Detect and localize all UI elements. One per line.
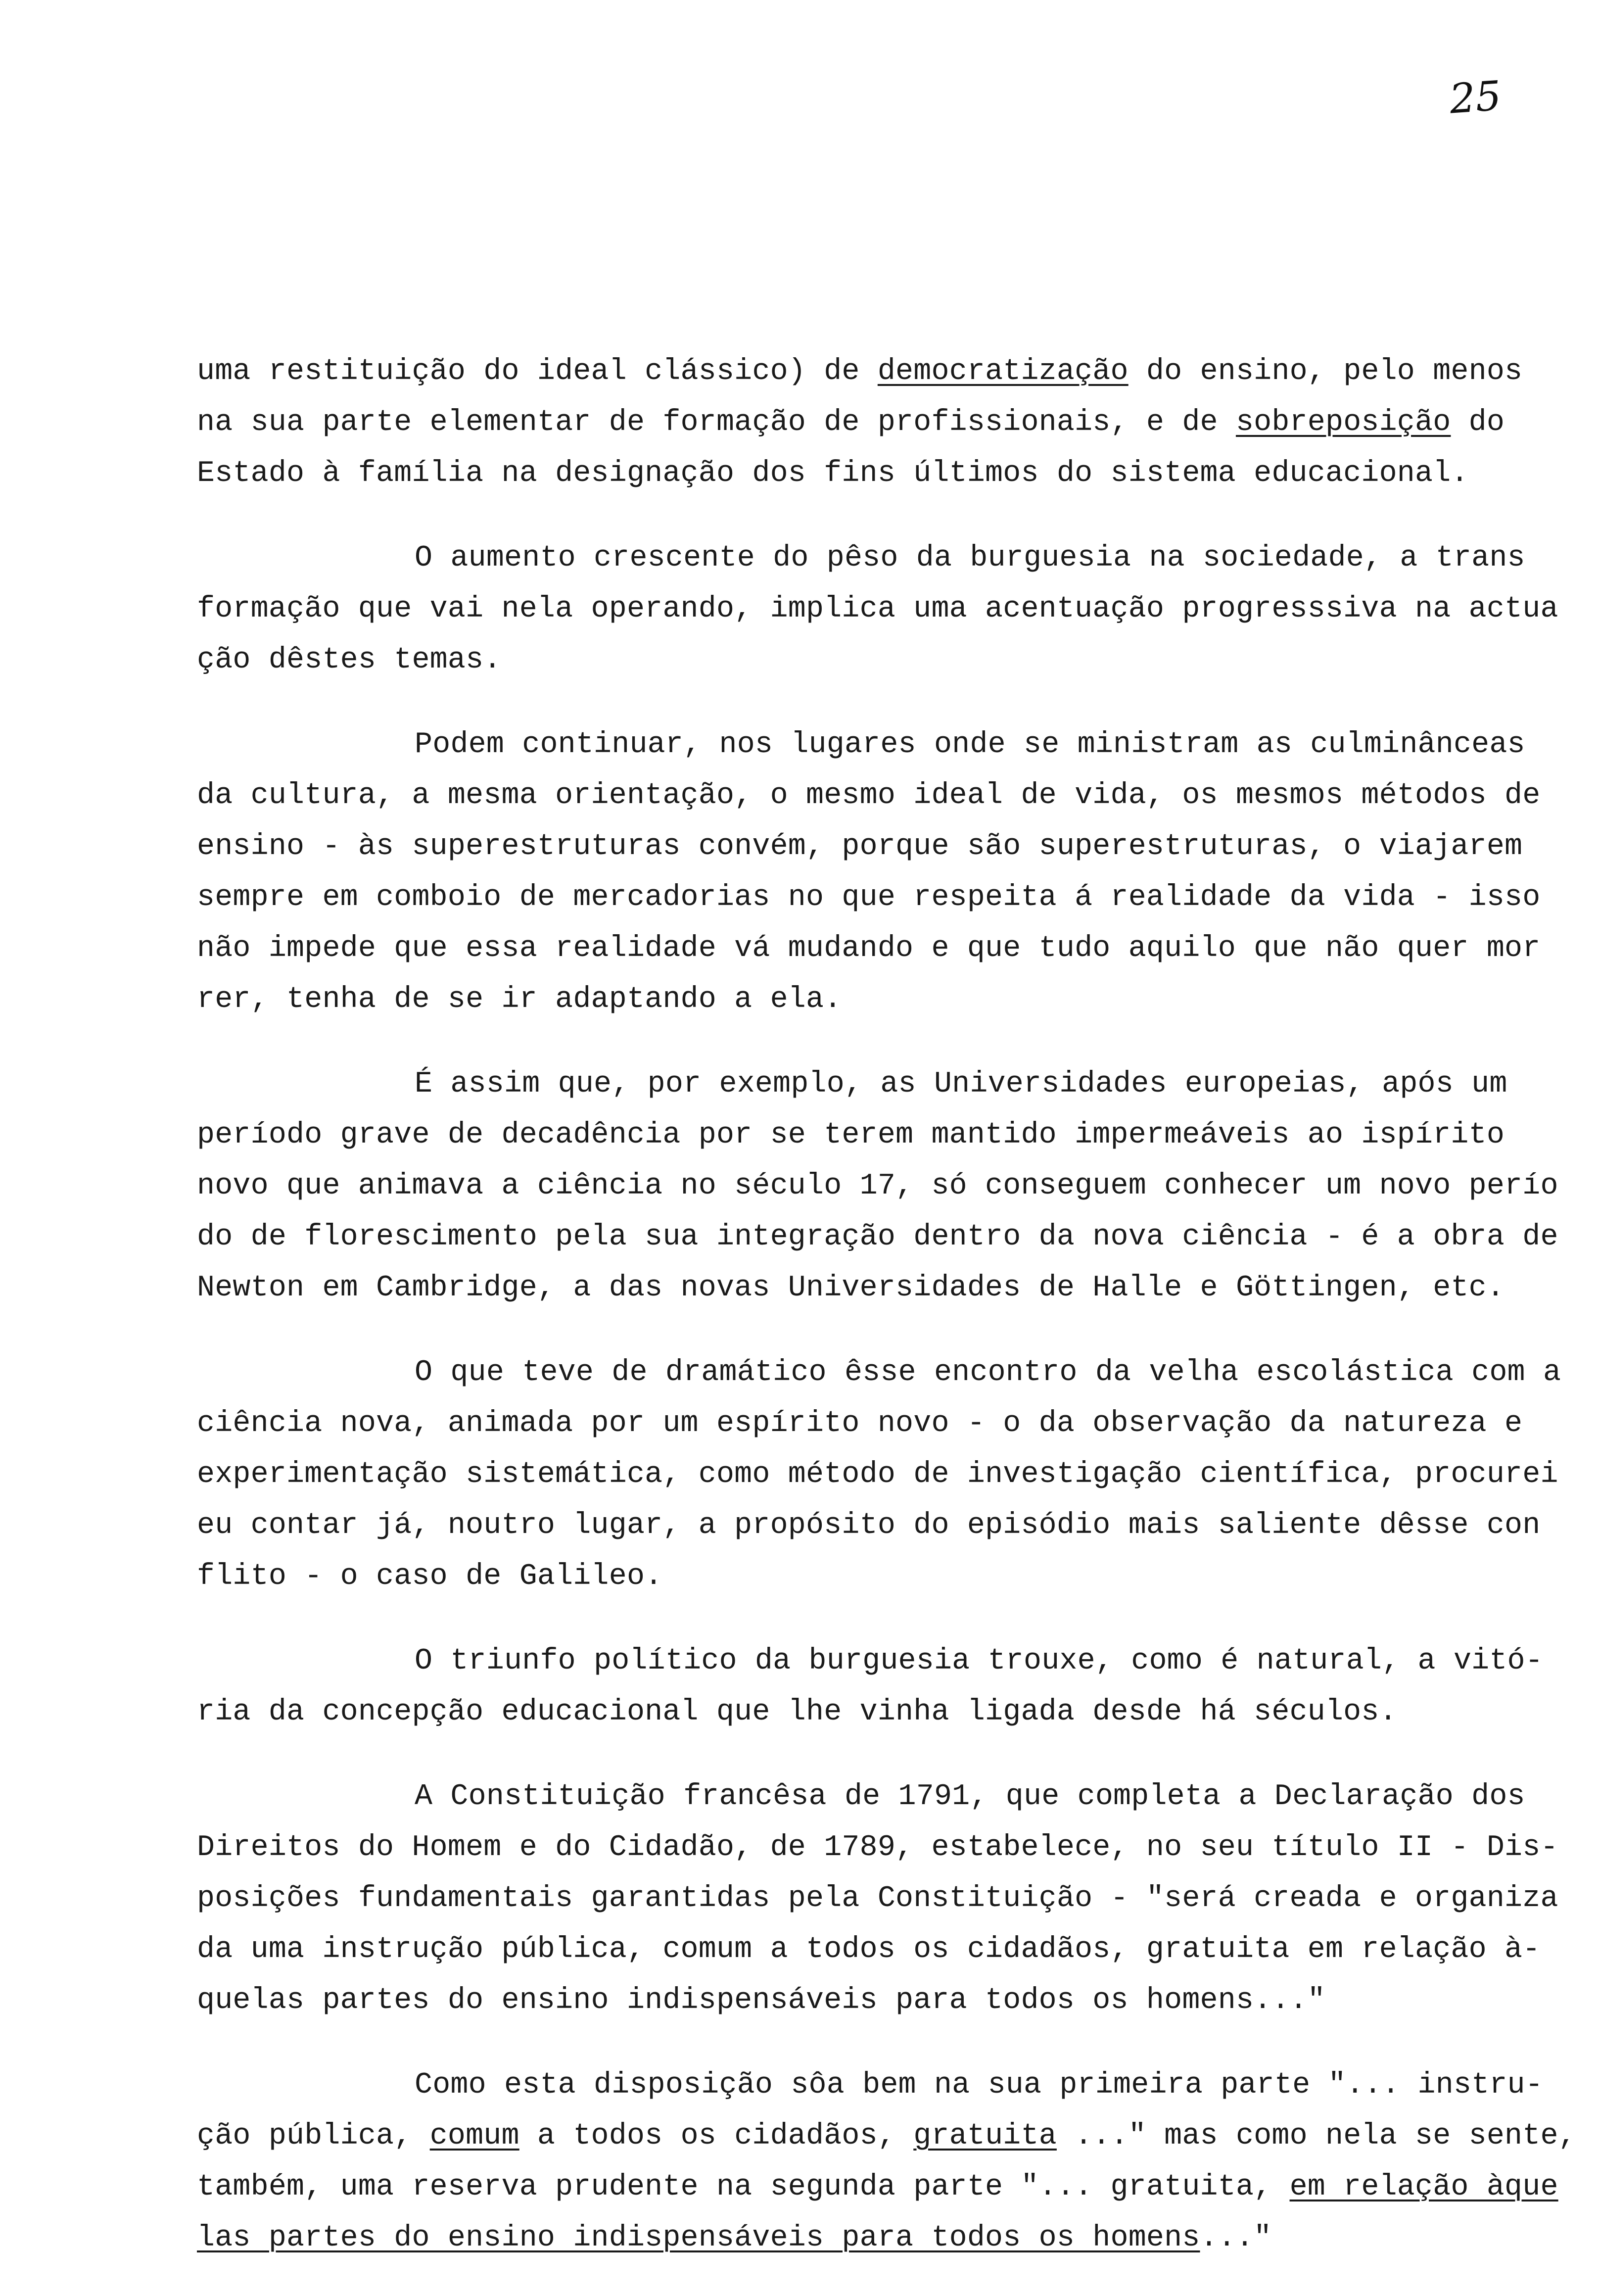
page-number: 25 — [1448, 72, 1503, 123]
text-line: O triunfo político da burguesia trouxe, como é natural, a vitó- — [415, 1644, 1543, 1678]
text-line: rer, tenha de se ir adaptando a ela. — [197, 983, 842, 1016]
underlined-phrase: em relação àque — [1289, 2170, 1558, 2204]
text-line: ciência nova, animada por um espírito novo - o da observação da natureza e — [197, 1407, 1523, 1440]
text-line: sempre em comboio de mercadorias no que respeita á realidade da vida - isso — [197, 881, 1541, 914]
text-line: não impede que essa realidade vá mudando e que tudo aquilo que não quer mor — [197, 932, 1541, 965]
text-line: ção pública, comum a todos os cidadãos, gratuita ..." mas como nela se sente, — [197, 2119, 1576, 2153]
document-body — [197, 346, 1582, 2264]
text-line: Podem continuar, nos lugares onde se ministram as culminânceas — [415, 728, 1525, 762]
paragraph — [197, 1059, 1582, 1314]
paragraph — [197, 1636, 1582, 1738]
text-line: É assim que, por exemplo, as Universidades europeias, após um — [415, 1067, 1507, 1101]
text-line: também, uma reserva prudente na segunda parte "... gratuita, em relação àque — [197, 2170, 1558, 2204]
underlined-phrase: comum — [429, 2119, 519, 2153]
underlined-phrase: sobreposição — [1235, 406, 1451, 439]
paragraph — [197, 346, 1582, 499]
text-line: da uma instrução pública, comum a todos os cidadãos, gratuita em relação à- — [197, 1933, 1541, 1966]
text-line: O que teve de dramático êsse encontro da velha escolástica com a — [415, 1356, 1561, 1389]
underlined-phrase: gratuita — [913, 2119, 1057, 2153]
underlined-phrase: democratização — [877, 355, 1129, 388]
underlined-phrase: las partes do ensino indispensáveis para todos os homens — [197, 2221, 1200, 2255]
text-line: Como esta disposição sôa bem na sua primeira parte "... instru- — [415, 2068, 1543, 2102]
text-line: Estado à família na designação dos fins últimos do sistema educacional. — [197, 457, 1469, 490]
text-line: ção dêstes temas. — [197, 643, 502, 677]
text-line: O aumento crescente do pêso da burguesia na sociedade, a trans — [415, 541, 1525, 575]
text-line: eu contar já, noutro lugar, a propósito do episódio mais saliente dêsse con — [197, 1509, 1541, 1542]
text-line: Newton em Cambridge, a das novas Universidades de Halle e Göttingen, etc. — [197, 1271, 1505, 1305]
paragraph — [197, 719, 1582, 1025]
text-line: na sua parte elementar de formação de profissionais, e de sobreposição do — [197, 406, 1505, 439]
text-line: posições fundamentais garantidas pela Constituição - "será creada e organiza — [197, 1882, 1558, 1915]
text-line: las partes do ensino indispensáveis para todos os homens..." — [197, 2221, 1272, 2255]
text-line: período grave de decadência por se terem mantido impermeáveis ao ispírito — [197, 1118, 1505, 1152]
text-line: Direitos do Homem e do Cidadão, de 1789, estabelece, no seu título II - Dis- — [197, 1831, 1558, 1865]
paragraph — [197, 1771, 1582, 2026]
text-line: flito - o caso de Galileo. — [197, 1560, 663, 1593]
text-line: ensino - às superestruturas convém, porque são superestruturas, o viajarem — [197, 830, 1523, 863]
paragraph — [197, 533, 1582, 686]
text-line: experimentação sistemática, como método de investigação científica, procurei — [197, 1458, 1558, 1491]
text-line: uma restituição do ideal clássico) de democratização do ensino, pelo menos — [197, 355, 1523, 388]
text-line: da cultura, a mesma orientação, o mesmo ideal de vida, os mesmos métodos de — [197, 779, 1541, 813]
paragraph — [197, 2060, 1582, 2264]
text-line: do de florescimento pela sua integração dentro da nova ciência - é a obra de — [197, 1220, 1558, 1254]
text-line: A Constituição francêsa de 1791, que completa a Declaração dos — [415, 1780, 1525, 1814]
text-line: formação que vai nela operando, implica uma acentuação progresssiva na actua — [197, 592, 1558, 626]
text-line: novo que animava a ciência no século 17, só conseguem conhecer um novo perío — [197, 1169, 1558, 1203]
text-line: quelas partes do ensino indispensáveis para todos os homens..." — [197, 1984, 1325, 2017]
paragraph — [197, 1347, 1582, 1602]
text-line: ria da concepção educacional que lhe vinha ligada desde há séculos. — [197, 1695, 1397, 1729]
